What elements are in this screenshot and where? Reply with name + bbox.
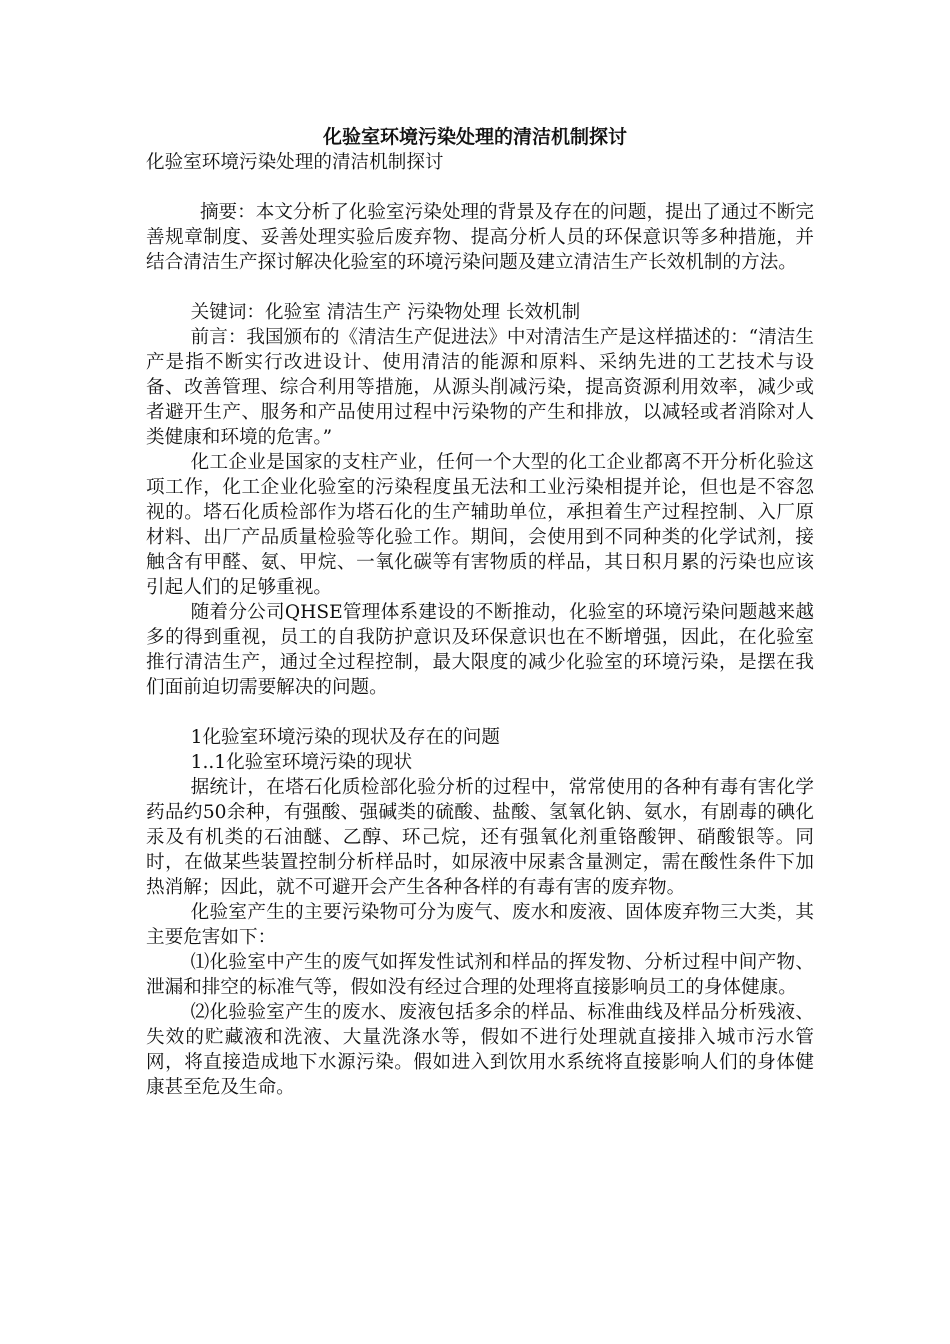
body-paragraph: 据统计，在塔石化质检部化验分析的过程中，常常使用的各种有毒有害化学药品约50余种，有强酸、强碱类的硫酸、盐酸、氢氧化钠、氨水，有剧毒的碘化汞及有机类的石油醚、乙醇、环己烷，还有强氧化剂重铬酸钾、硝酸银等。同时，在做某些装置控制分析样品时，如尿液中尿素含量测定，需在酸性条件下加热消解；因此，就不可避开会产生各种各样的有毒有害的废弃物。 xyxy=(146,777,814,898)
spacer xyxy=(146,175,814,200)
document-subtitle: 化验室环境污染处理的清洁机制探讨 xyxy=(146,152,444,173)
spacer xyxy=(146,700,814,725)
list-item: ⑵化验验室产生的废水、废液包括多余的样品、标准曲线及样品分析残液、失效的贮藏液和洗液、大量洗涤水等，假如不进行处理就直接排入城市污水管网，将直接造成地下水源污染。假如进入到饮用水系统将直接影响人们的身体健康甚至危及生命。 xyxy=(146,1002,814,1098)
intro-paragraph: 前言：我国颁布的《清洁生产促进法》中对清洁生产是这样描述的：“清洁生产是指不断实行改进设计、使用清洁的能源和原料、采纳先进的工艺技术与设备、改善管理、综合利用等措施，从源头削减污染，提高资源利用效率，减少或者避开生产、服务和产品使用过程中污染物的产生和排放，以减轻或者消除对人类健康和环境的危害。” xyxy=(146,327,814,448)
spacer xyxy=(146,275,814,300)
body-paragraph: 化工企业是国家的支柱产业，任何一个大型的化工企业都离不开分析化验这项工作，化工企业化验室的污染程度虽无法和工业污染相提并论，但也是不容忽视的。塔石化质检部作为塔石化的生产辅助单位，承担着生产过程控制、入厂原材料、出厂产品质量检验等化验工作。期间，会使用到不同种类的化学试剂，接触含有甲醛、氨、甲烷、一氧化碳等有害物质的样品，其日积月累的污染也应该引起人们的足够重视。 xyxy=(146,452,814,598)
subsection-heading: 1..1化验室环境污染的现状 xyxy=(190,752,413,773)
document-title: 化验室环境污染处理的清洁机制探讨 xyxy=(322,126,627,148)
body-paragraph: 化验室产生的主要污染物可分为废气、废水和废液、固体废弃物三大类，其主要危害如下： xyxy=(146,902,814,948)
abstract-paragraph: 摘要：本文分析了化验室污染处理的背景及存在的问题，提出了通过不断完善规章制度、妥善处理实验后废弃物、提高分析人员的环保意识等多种措施，并结合清洁生产探讨解决化验室的环境污染问题及建立清洁生产长效机制的方法。 xyxy=(146,202,814,273)
document-body xyxy=(146,150,814,1100)
body-paragraph: 随着分公司QHSE管理体系建设的不断推动，化验室的环境污染问题越来越多的得到重视，员工的自我防护意识及环保意识也在不断增强，因此，在化验室推行清洁生产，通过全过程控制，最大限度的减少化验室的环境污染，是摆在我们面前迫切需要解决的问题。 xyxy=(146,602,814,698)
section-heading: 1化验室环境污染的现状及存在的问题 xyxy=(190,727,500,748)
keywords-line: 关键词：化验室 清洁生产 污染物处理 长效机制 xyxy=(190,302,581,323)
list-item: ⑴化验室中产生的废气如挥发性试剂和样品的挥发物、分析过程中间产物、泄漏和排空的标准气等，假如没有经过合理的处理将直接影响员工的身体健康。 xyxy=(146,952,814,998)
